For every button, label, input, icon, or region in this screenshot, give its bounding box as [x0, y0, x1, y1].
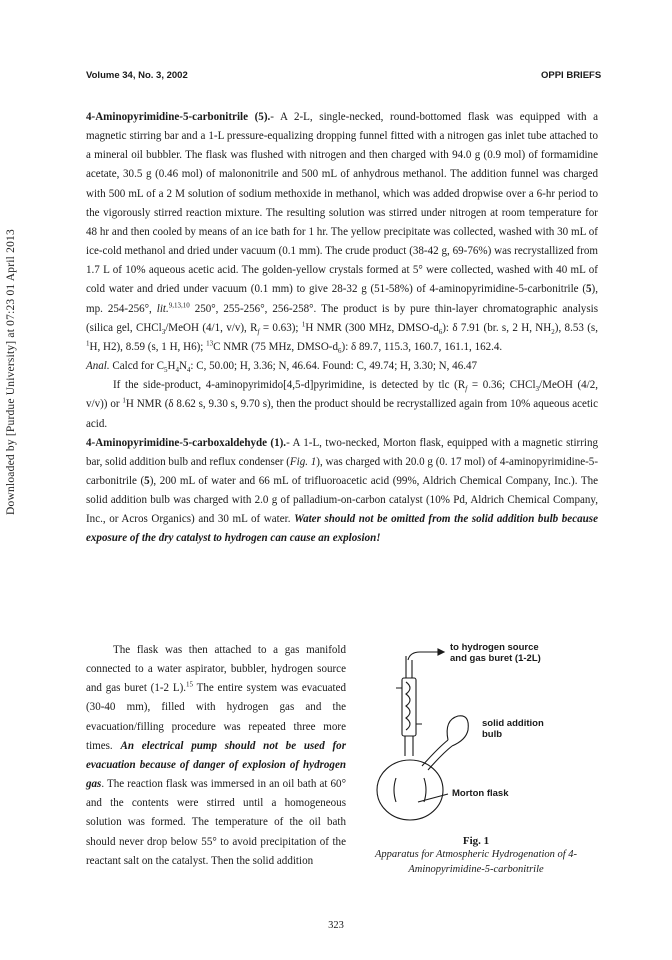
- paragraph-hydrogenation: The flask was then attached to a gas manifold connected to a water aspirator, bubbler, hydrogen source and gas buret (1-2 L).$^{15}$ The entire system was evacuated (30-40 mm), filled with hydrogen gas and the evacuation/filling procedure was repeated three more times. An electrical pump should not be used for evacuation because of danger of explosion of hydrogen gas. The reaction flask was immersed in an oil bath at 60° and the contents were stirred until a homogeneous solution was formed. The temperature of the oil bath should never drop below 55° to avoid precipitation of the reactant salt on the catalyst. Then the solid addition: [86, 644, 347, 867]
- explosion-warning: Water should not be omitted from the solid addition bulb because exposure of the dry catalyst to hydrogen can cause an explosion!: [86, 513, 598, 545]
- running-header-volume: Volume 34, No. 3, 2002: [86, 70, 188, 81]
- solid-addition-bulb-label: solid addition bulb: [482, 718, 544, 740]
- paragraph-analysis: Anal. Calcd for $C_5H_4N_4$: C, 50.00; H, 3.36; N, 46.64. Found: C, 49.74; H, 3.30; N, 46.47: [86, 360, 478, 375]
- condenser-neck: [405, 736, 413, 756]
- download-watermark: [4, 0, 18, 960]
- running-header-section: OPPI BRIEFS: [541, 70, 602, 81]
- figure-description: Apparatus for Atmospheric Hydrogenation of 4-Aminopyrimidine-5-carbonitrile: [374, 849, 578, 875]
- compound-heading-1: 4-Aminopyrimidine-5-carboxaldehyde (1).: [86, 436, 287, 449]
- page-number: 323: [328, 920, 344, 931]
- solid-addition-bulb: [447, 716, 468, 746]
- figure-apparatus: [348, 638, 604, 888]
- download-note: Downloaded by [Purdue University] at 07:23 01 April 2013: [5, 229, 17, 515]
- gas-adapter: [406, 656, 412, 678]
- compound-heading-5: 4-Aminopyrimidine-5-carbonitrile (5).: [86, 111, 271, 123]
- paragraph-carboxaldehyde-procedure: 4-Aminopyrimidine-5-carboxaldehyde (1).- A 1-L, two-necked, Morton flask, equipped with a magnetic stirring bar, solid addition bulb and reflux condenser (Fig. 1), was charged with 20.0 g (0. 17 mol) of 4-aminopyrimidine-5-carbonitrile (5), 200 mL of water and 66 mL of trifluoroacetic acid (99%, Aldrich Chemical Company, Inc.). The solid addition bulb was charged with 2.0 g of palladium-on-carbon catalyst (10% Pd, Aldrich Chemical Company, Inc., or Acros Organics) and 30 mL of water. Water should not be omitted from the solid addition bulb because exposure of the dry catalyst to hydrogen can cause an explosion!: [86, 436, 599, 545]
- hydrogen-source-label: to hydrogen source and gas buret (1-2L): [450, 642, 541, 664]
- morton-flask: [377, 760, 443, 820]
- morton-flask-label: Morton flask: [452, 788, 509, 799]
- paragraph-carbonitrile-procedure: 4-Aminopyrimidine-5-carbonitrile (5).- A 2-L, single-necked, round-bottomed flask was equipped with a magnetic stirring bar and a 1-L pressure-equalizing dropping funnel fitted with a nitrogen gas inlet tube attached to a mineral oil bubbler. The flask was flushed with nitrogen and then charged with 94.0 g (0.9 mol) of formamidine acetate, 30.5 g (0.46 mol) of malononitrile and 500 mL of anhydrous methanol. The addition funnel was charged with 500 mL of a 2 M solution of sodium methoxide in methanol, which was added dropwise over a 6-hr period to the vigorously stirred reaction mixture. The resulting solution was stirred under nitrogen at room temperature for 48 hr and then cooled by means of an ice bath for 1 hr. The yellow precipitate was collected, washed with 30 mL of ice-cold methanol and dried under vacuum (0.1 mm). The crude product (38-42 g, 69-76%) was recrystallized from 1.7 L of 10% aqueous acetic acid. The golden-yellow crystals formed at 5° were collected, washed with 40 mL of cold water and dried under vacuum (0.1 mm) to give 28-32 g (51-58%) of 4-aminopyrimidine-5-carbonitrile (5), mp. 254-256°, lit.$^{9,13,10}$ 250°, 255-256°, 256-258°. The product is by pure thin-layer chromatographic analysis (silica gel, CHCl$_3$/MeOH (4/1, v/v), $R_f = 0.63$); $^1$H NMR (300 MHz, DMSO-$d_6$): δ 7.91 (br. s, 2 H, $NH_2$), 8.53 (s, $^1$H, H2), 8.59 (s, 1 H, H6); $^{13}$C NMR (75 MHz, DMSO-$d_6$): δ 89.7, 115.3, 160.7, 161.1, 162.4.: [86, 111, 598, 356]
- article-body: [86, 108, 598, 549]
- apparatus-drawing: [348, 638, 604, 838]
- pump-warning: An electrical pump should not be used for evacuation because of danger of explosion of hydrogen gas: [86, 739, 346, 791]
- paragraph-side-product: If the side-product, 4-aminopyrimido[4,5-d]pyrimidine, is detected by tlc ($R_f = 0.36$; CHCl$_3$/MeOH (4/2, v/v)) or $^1$H NMR (δ 8.62 s, 9.30 s, 9.70 s), then the product should be recrystallized again from 10% aqueous acetic acid.: [86, 379, 599, 430]
- wrapped-text-column: [86, 641, 346, 871]
- figure-title: Fig. 1: [462, 835, 490, 847]
- figure-caption: [348, 835, 604, 877]
